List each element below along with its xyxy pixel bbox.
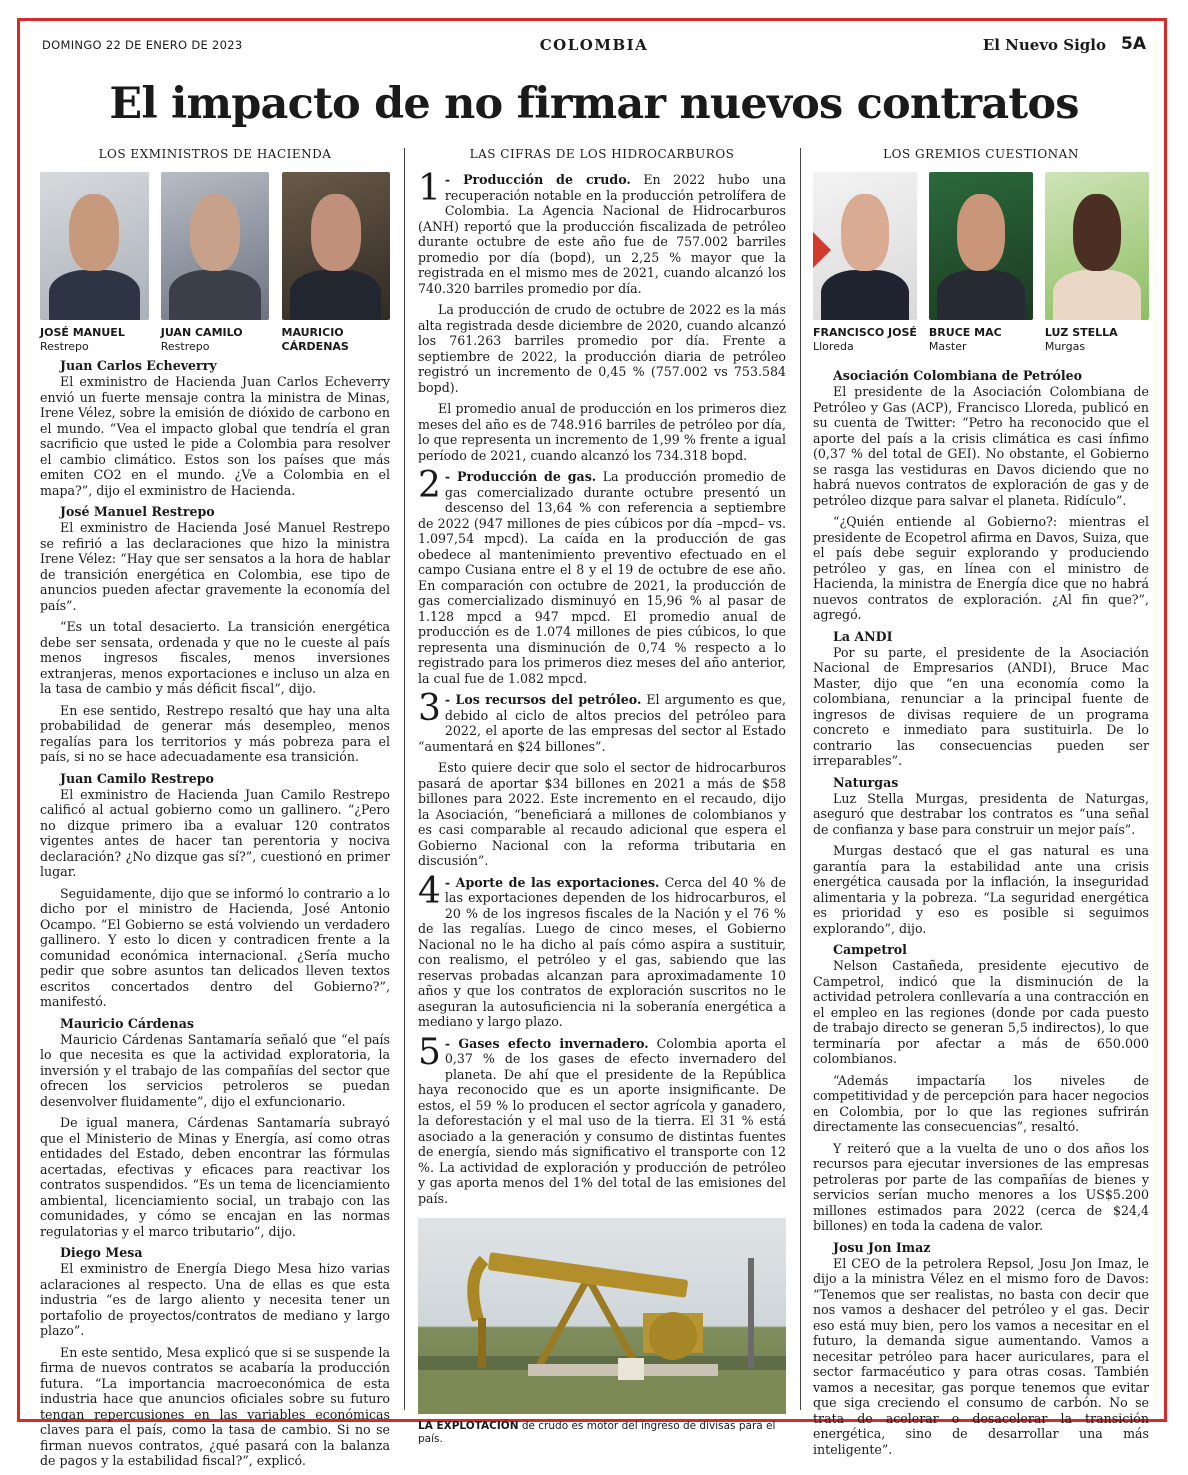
portrait-photo xyxy=(813,172,917,320)
portrait-name: LUZ STELLA xyxy=(1044,326,1118,339)
item-lead: - Aporte de las exportaciones. xyxy=(444,874,660,890)
subhead: Asociación Colombiana de Petróleo xyxy=(833,368,1083,383)
numbered-item xyxy=(418,692,786,760)
item-lead: - Gases efecto invernadero. xyxy=(444,1035,649,1051)
numbered-item xyxy=(418,172,786,302)
oil-pump-photo xyxy=(418,1218,786,1414)
subhead: Diego Mesa xyxy=(60,1245,143,1260)
portrait-photo xyxy=(282,172,391,320)
paragraph: El promedio anual de producción en los primeros diez meses del año es de 748.916 barriles de petróleo por día, lo que representa un incremento de 1,99 % frente a igual período de 2021, cuando alcanzó los 734.318 bopd. xyxy=(418,401,786,463)
page-number: 5A xyxy=(1121,34,1146,54)
subhead: Juan Camilo Restrepo xyxy=(60,770,214,786)
paragraph: De igual manera, Cárdenas Santamaría subrayó que el Ministerio de Minas y Energía, así como otras entidades del Estado, deben encontrar las fórmulas acertadas, efectivas y eficaces para reactivar los contratos suspendidos. “Es un tema de licenciamiento ambiental, licenciamiento social, un trabajo con las comunidades, y cómo se encajan en las normas regulatorias y el marco tributario”, dijo. xyxy=(40,1115,390,1239)
article-body xyxy=(813,368,1149,1457)
paragraph: “¿Quién entiende al Gobierno?: mientras el presidente de Ecopetrol afirma en Davos, Suiza, que el país debe seguir explorando y produciendo petróleo y gas, en línea con el ministro de Hacienda, la ministra de Energía dice que no habrá nuevos contratos de exploración. ¿Al fin que?”, agregó. xyxy=(813,514,1149,622)
page-header xyxy=(42,34,1146,56)
portrait xyxy=(813,172,917,354)
item-number: 3 xyxy=(418,692,441,729)
portrait-name: BRUCE MAC xyxy=(928,326,1002,339)
numbered-item xyxy=(418,469,786,692)
item-text: En 2022 hubo una recuperación notable en la producción petrolífera de Colombia. La Agencia Nacional de Hidrocarburos (ANH) reportó que la producción fiscalizada de petróleo durante octubre de este año fue de 757.002 barriles promedio por día (bopd), un 2,25 % mayor que la registrada en el mismo mes de 2021, cuando alcanzó los 740.320 barriles promedio por día. xyxy=(418,172,786,296)
portrait-photo xyxy=(161,172,270,320)
caption-lead: LA EXPLOTACIÓN xyxy=(418,1420,519,1432)
subhead: La ANDI xyxy=(833,628,893,644)
portrait-row xyxy=(40,172,390,354)
paragraph: En ese sentido, Restrepo resaltó que hay una alta probabilidad de generar más desempleo, menos regalías para los territorios y más pobreza para el país, si no se hace adecuadamente esa transición. xyxy=(40,702,390,764)
numbered-item xyxy=(418,875,786,1036)
paragraph: El exministro de Hacienda Juan Carlos Echeverry envió un fuerte mensaje contra la ministra de Minas, Irene Vélez, sobre la emisión de dióxido de carbono en el mundo. “Vea el impacto global que tendría el gran sacrificio que usted le pide a Colombia para resolver el cambio climático. Estos son los países que más emiten CO2 en el mundo. ¿Ve a Colombia en el mapa?”, dijo el exministro de Hacienda. xyxy=(40,374,390,498)
item-text: Cerca del 40 % de las exportaciones dependen de los hidrocarburos, el 20 % de los ingresos fiscales de la Nación y el 76 % de las regalías. Luego de cinco meses, el Gobierno Nacional no le ha dicho al país cómo aspira a sustituir, con realismo, el petróleo y el gas, sabiendo que las reservas probadas alcanzan para aproximadamente 10 años y que los contratos de exploración suscritos no le aseguran la autosuficiencia ni la soberanía energética a mediano y largo plazo. xyxy=(418,874,786,1029)
subhead: Juan Carlos Echeverry xyxy=(60,358,217,373)
paragraph: El exministro de Hacienda Juan Camilo Restrepo calificó al actual gobierno como un gallinero. “¿Pero no dizque primero iba a evaluar 120 contratos vigentes antes de hacer tan perentoria y nociva declaración? ¿No dizque gas sí?”, cuestionó en primer lugar. xyxy=(40,786,390,879)
section-name: COLOMBIA xyxy=(539,36,649,54)
paragraph: La producción de crudo de octubre de 2022 es la más alta registrada desde diciembre de 2020, cuando alcanzó los 761.263 barriles promedio por día. Frente a septiembre de 2022, la producción diaria de petróleo registró un incremento de 0,45 % (757.002 vs 753.584 bopd). xyxy=(418,302,786,395)
portrait-row xyxy=(813,172,1149,354)
portrait-surname: Restrepo xyxy=(160,340,210,353)
paragraph: Nelson Castañeda, presidente ejecutivo de Campetrol, indicó que la disminución de la actividad petrolera conllevaría a una contracción en el empleo en las regiones (donde por cada puesto de trabajo directo se generan 5,5 indirectos), lo que terminaría por afectar a más de 650.000 colombianos. xyxy=(813,958,1149,1066)
item-number: 5 xyxy=(418,1035,441,1073)
paragraph: Mauricio Cárdenas Santamaría señaló que “el país lo que necesita es que la actividad exploratoria, la inversión y el trabajo de las compañías del sector que ofrecen los servicios petroleros se puedan desenvolver fluidamente”, dijo el exfuncionario. xyxy=(40,1031,390,1109)
paragraph: En este sentido, Mesa explicó que si se suspende la firma de nuevos contratos se acabaría la producción futura. “La importancia macroeconómica de esta industria hace que anuncios oficiales sobre su futuro tengan repercusiones en las variables económicas claves para el país, como la tasa de cambio. Si no se firman nuevos contratos, ¿qué pasará con la balanza de pagos y la estabilidad fiscal?”, explicó. xyxy=(40,1344,390,1468)
issue-date: DOMINGO 22 DE ENERO DE 2023 xyxy=(42,38,243,52)
portrait xyxy=(1045,172,1149,354)
portrait xyxy=(161,172,270,354)
paragraph: El CEO de la petrolera Repsol, Josu Jon Imaz, le dijo a la ministra Vélez en el mismo foro de Davos: “Tenemos que ser realistas, no basta con decir que nos vamos a deshacer del petróleo y el gas. Decir eso está muy bien, pero los vamos a necesitar en el futuro, la demanda sigue aumentando. Vamos a necesitar petróleo para hacer auriculares, para el sector farmacéutico y para otras cosas. También vamos a necesitar, gas porque tenemos que evitar que siga creciendo el consumo de carbón. No se trata de acelerar o desacelerar la transición energética, sino de desarrollar una más inteligente”. xyxy=(813,1255,1149,1457)
column-cifras xyxy=(418,144,786,1446)
portrait-name: JUAN CAMILO xyxy=(160,326,243,339)
portrait-name: MAURICIO xyxy=(281,326,344,339)
column-exministros xyxy=(40,144,390,1475)
portrait-photo xyxy=(929,172,1033,320)
column-divider xyxy=(404,148,405,1410)
photo-caption xyxy=(418,1420,786,1446)
paragraph: Seguidamente, dijo que se informó lo contrario a lo dicho por el ministro de Hacienda, José Antonio Ocampo. “El Gobierno se está volviendo un verdadero gallinero. Y esto lo dicen y contradicen frente a la comunidad económica internacional. ¿Sería mucho pedir que sobre asuntos tan delicados lleven textos escritos concertados dentro del Gobierno?”, manifestó. xyxy=(40,885,390,1009)
portrait-photo xyxy=(40,172,149,320)
item-lead: - Producción de crudo. xyxy=(444,172,631,187)
paragraph: Murgas destacó que el gas natural es una garantía para la estabilidad ante una crisis energética causada por la inflación, la inseguridad alimentaria y la pobreza. “La seguridad energética es prioridad y eso es posible si seguimos explorando”, dijo. xyxy=(813,843,1149,936)
paragraph: El presidente de la Asociación Colombiana de Petróleo y Gas (ACP), Francisco Lloreda, publicó en su cuenta de Twitter: “Petro ha reconocido que el aporte del país a la crisis climática es casi ínfimo (0,37 % del total de GEI). No obstante, el Gobierno se rasga las vestiduras en Davos diciendo que no habrá nuevos contratos de exploración de gas y de petróleo dizque para salvar el planeta. Ridículo”. xyxy=(813,384,1149,508)
subhead: Mauricio Cárdenas xyxy=(60,1015,194,1031)
item-lead: - Los recursos del petróleo. xyxy=(444,692,642,707)
paragraph: “Es un total desacierto. La transición energética debe ser sensata, ordenada y que no le cueste al país menos ingresos fiscales, menos inversiones extranjeras, menos exportaciones e incluso un alza en la tasa de cambio y más déficit fiscal”, dijo. xyxy=(40,619,390,696)
portrait-name: FRANCISCO JOSÉ xyxy=(813,326,917,339)
newspaper-name: El Nuevo Siglo xyxy=(982,36,1106,54)
item-text: La producción promedio de gas comercializado durante octubre presentó un descenso del 13,64 % con referencia a septiembre de 2022 (947 millones de pies cúbicos por día –mpcd– vs. 1.097,54 mpcd). La caída en la producción de gas obedece al mantenimiento preventivo efectuado en el campo Cusiana entre el 8 y el 19 de octubre de ese año. En comparación con octubre de 2021, la producción de gas comercializado disminuyó en 15,96 % al pasar de 1.128 mpcd a 947 mpcd. El promedio anual de producción es de 1.074 millones de pies cúbicos, lo que representa una disminución de 0,74 % respecto a lo registrado para los primeros diez meses del año anterior, la cual fue de 1.082 mpcd. xyxy=(418,469,786,686)
item-number: 2 xyxy=(418,469,441,506)
numbered-item xyxy=(418,1036,786,1213)
portrait xyxy=(929,172,1033,354)
item-number: 1 xyxy=(418,172,441,209)
portrait-photo xyxy=(1045,172,1149,320)
portrait xyxy=(40,172,149,354)
paragraph: Y reiteró que a la vuelta de uno o dos años los recursos para ejecutar inversiones de las empresas petroleras por parte de las compañías de bienes y servicios serían mucho menores a los US$5.200 millones estimados para 2022 (cerca de $24,4 billones) en toda la cadena de valor. xyxy=(813,1140,1149,1233)
portrait-surname: Restrepo xyxy=(40,340,89,353)
column-title: LOS EXMINISTROS DE HACIENDA xyxy=(98,147,332,161)
paragraph: El exministro de Energía Diego Mesa hizo varias aclaraciones al respecto. Una de ellas es que esta industria “es de largo aliento y necesita tener un portafolio de proyectos/contratos de mediano y largo plazo”. xyxy=(40,1261,390,1338)
portrait-name: JOSÉ MANUEL xyxy=(40,326,125,339)
paragraph: El exministro de Hacienda José Manuel Restrepo se refirió a las declaraciones que hizo la ministra Irene Vélez: “Hay que ser sensatos a la hora de hablar de transición energética en Colombia, ese tipo de anuncios pueden afectar gravemente la economía del país”. xyxy=(40,520,390,613)
column-gremios xyxy=(813,144,1149,1463)
item-text: El argumento es que, debido al ciclo de altos precios del petróleo para 2022, el aporte de las empresas del sector al Estado “aumentará en $24 billones”. xyxy=(418,692,786,754)
column-title: LAS CIFRAS DE LOS HIDROCARBUROS xyxy=(469,147,735,161)
paragraph: Luz Stella Murgas, presidenta de Naturgas, aseguró que destrabar los contratos es “una señal de confianza y base para construir un mejor país”. xyxy=(813,790,1149,837)
headline: El impacto de no firmar nuevos contratos xyxy=(109,79,1079,129)
subhead: Naturgas xyxy=(833,774,899,790)
paragraph: “Además impactaría los niveles de competitividad y de percepción para hacer negocios en Colombia, por lo que las regiones sufrirán directamente las consecuencias”, resaltó. xyxy=(813,1072,1149,1134)
subhead: Josu Jon Imaz xyxy=(833,1239,931,1255)
paragraph: Por su parte, el presidente de la Asociación Nacional de Empresarios (ANDI), Bruce Mac Master, dijo que “en una economía como la colombiana, renunciar a la principal fuente de ingresos de divisas requiere de un programa concreto e inmediato para sustituirla. De lo contrario las consecuencias pueden ser irreparables”. xyxy=(813,644,1149,768)
item-text: Colombia aporta el 0,37 % de los gases de efecto invernadero del planeta. De ahí que el presidente de la República haya reconocido que es un aporte insignificante. De estos, el 59 % lo producen el sector agrícola y ganadero, la deforestación y el mal uso de la tierra. El 31 % está asociado a la generación y consumo de distintas fuentes de energía, siendo más significativo el transporte con 12 %. La actividad de exploración y producción de petróleo y gas aporta menos del 1% del total de las emisiones del país. xyxy=(418,1035,786,1206)
portrait-surname: Murgas xyxy=(1044,340,1086,353)
subhead: Campetrol xyxy=(833,942,907,957)
column-divider xyxy=(800,148,801,1410)
article-body xyxy=(40,358,390,1469)
item-lead: - Producción de gas. xyxy=(444,469,597,484)
paragraph: Esto quiere decir que solo el sector de hidrocarburos pasará de aportar $34 billones en 2021 a más de $58 billones para 2022. Este incremento en el recaudo, dijo la Asociación, “beneficiará a millones de colombianos y es casi comparable al recaudo adicional que espera el Gobierno Nacional con la reforma tributaria en discusión”. xyxy=(418,760,786,868)
portrait-surname: CÁRDENAS xyxy=(281,340,349,353)
portrait xyxy=(282,172,391,354)
portrait-surname: Lloreda xyxy=(813,340,854,353)
caption-text: de crudo es motor del ingreso de divisas para el país. xyxy=(418,1420,776,1445)
pumpjack-icon xyxy=(418,1218,786,1414)
portrait-surname: Master xyxy=(928,340,967,353)
column-title: LOS GREMIOS CUESTIONAN xyxy=(883,147,1079,161)
item-number: 4 xyxy=(418,874,441,912)
subhead: José Manuel Restrepo xyxy=(60,504,215,519)
